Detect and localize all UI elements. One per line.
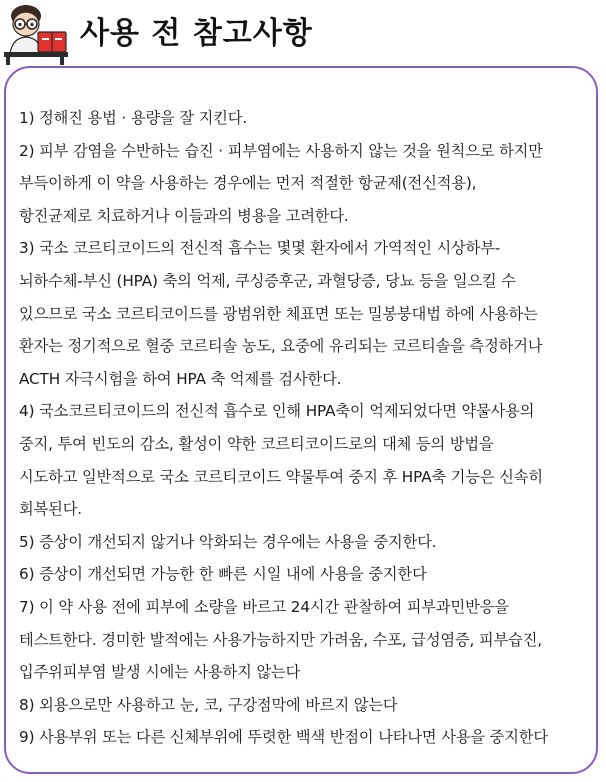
note-line: 9) 사용부위 또는 다른 신체부위에 뚜렷한 백색 반점이 나타나면 사용을 중지한다 (19, 728, 548, 747)
note-line: 부득이하게 이 약을 사용하는 경우에는 먼저 적절한 항균제(전신적용), (19, 174, 477, 193)
student-reading-icon (2, 2, 72, 66)
note-line: 중지, 투여 빈도의 감소, 활성이 약한 코르티코이드로의 대체 등의 방법을 (19, 434, 494, 453)
note-line: 2) 피부 감염을 수반하는 습진 · 피부염에는 사용하지 않는 것을 원칙으로 하지만 (19, 141, 543, 160)
note-line: 6) 증상이 개선되면 가능한 한 빠른 시일 내에 사용을 중지한다 (19, 565, 427, 584)
note-line: 1) 정해진 용법 · 용량을 잘 지킨다. (19, 109, 248, 127)
note-line: 환자는 정기적으로 혈중 코르티솔 농도, 요중에 유리되는 코르티솔을 측정하거나 (19, 337, 543, 356)
note-line: 8) 외용으로만 사용하고 눈, 코, 구강점막에 바르지 않는다 (19, 695, 398, 714)
note-line: 5) 증상이 개선되지 않거나 악화되는 경우에는 사용을 중지한다. (19, 532, 437, 551)
note-line: 4) 국소코르티코이드의 전신적 흡수로 인해 HPA축이 억제되었다면 약물사용의 (19, 402, 535, 421)
note-line: 7) 이 약 사용 전에 피부에 소량을 바르고 24시간 관찰하여 피부과민반응을 (19, 597, 509, 616)
note-line: 뇌하수체-부신 (HPA) 축의 억제, 쿠싱증후군, 과혈당증, 당뇨 등을 일으킬 수 (19, 271, 516, 290)
precautions-list (19, 102, 599, 754)
note-line: 3) 국소 코르티코이드의 전신적 흡수는 몇몇 환자에서 가역적인 시상하부- (19, 239, 501, 258)
note-line: 항진균제로 치료하거나 이들과의 병용을 고려한다. (19, 206, 349, 225)
note-line: 시도하고 일반적으로 국소 코르티코이드 약물투여 중지 후 HPA축 기능은 신속히 (19, 467, 543, 486)
note-line: 회복된다. (19, 500, 83, 519)
note-line: ACTH 자극시험을 하여 HPA 축 억제를 검사한다. (19, 369, 342, 388)
header (0, 0, 606, 66)
note-line: 입주위피부염 발생 시에는 사용하지 않는다 (19, 663, 301, 682)
note-line: 테스트한다. 경미한 발적에는 사용가능하지만 가려움, 수포, 급성염증, 피부습진, (19, 630, 543, 649)
page-title: 사용 전 참고사항 (80, 16, 313, 51)
note-line: 있으므로 국소 코르티코이드를 광범위한 체표면 또는 밀봉붕대법 하에 사용하는 (19, 304, 538, 323)
